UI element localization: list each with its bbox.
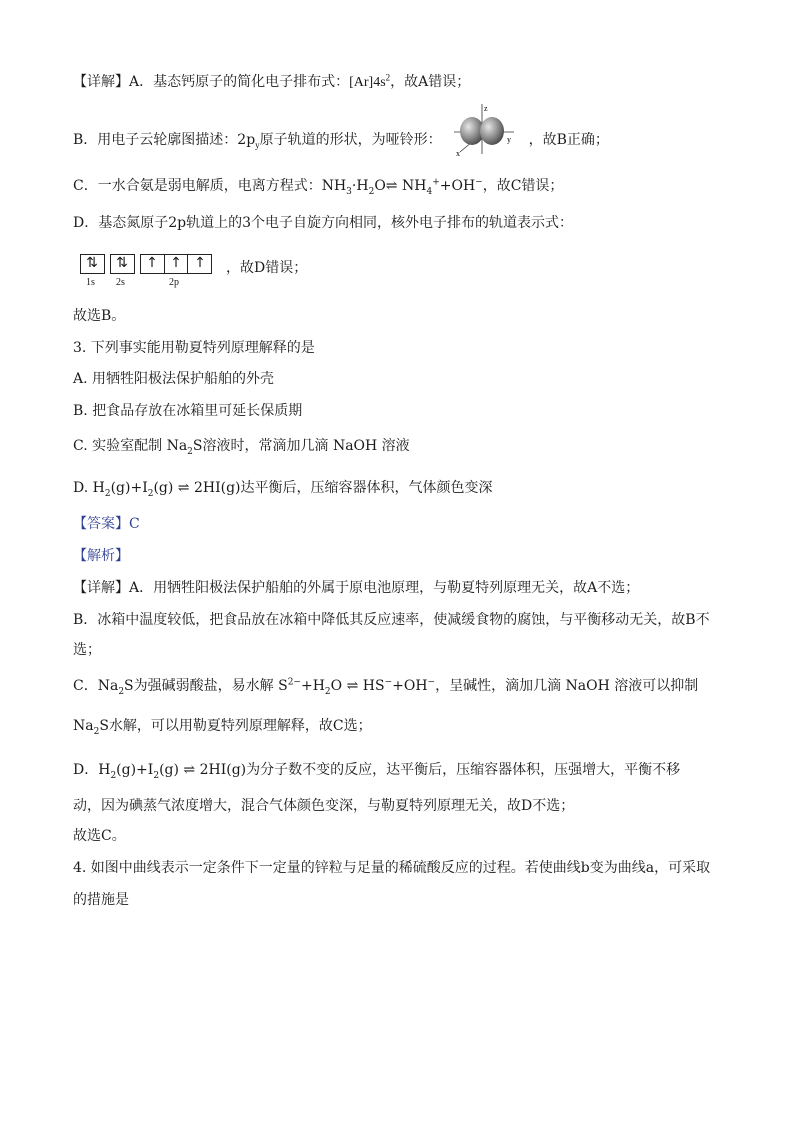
axis-x-label: x	[456, 149, 461, 158]
electron-2p-3: ↑	[194, 255, 206, 271]
explain-b-line: B．用电子云轮廓图描述：$2p_y$原子轨道的形状，为哑铃形： z y x ，故B正确；	[73, 104, 609, 158]
electron-2p-1: ↑	[146, 255, 158, 271]
explain-3a: 【详解】A．用牺牲阳极法保护船舶的外属于原电池原理，与勒夏特列原理无关，故A不选；	[73, 580, 640, 596]
axis-y-label: y	[507, 135, 512, 144]
explain-3b-2: 选；	[73, 642, 101, 658]
orbital-conclusion: ，故D错误；	[226, 260, 308, 276]
electron-2p-2: ↑	[170, 255, 182, 271]
explain-a-line: 【详解】A．基态钙原子的简化电子排布式：$[Ar]4s^2$，故A错误；	[73, 72, 471, 90]
axis-z-label: z	[484, 104, 488, 113]
explain-d-line: D．基态氮原子2p轨道上的3个电子自旋方向相同，核外电子排布的轨道表示式：	[73, 215, 573, 231]
explain-3c-1: C．$Na_2S$为强碱弱酸盐，易水解 $S^{2-}+H_2O$ ⇌ HS−+OH−，呈碱性，滴加几滴 NaOH 溶液可以抑制	[73, 677, 699, 697]
explain-3c-2: $Na_2S$水解，可以用勒夏特列原理解释，故C选；	[73, 718, 372, 737]
question-4-line-1: 4. 如图中曲线表示一定条件下一定量的锌粒与足量的稀硫酸反应的过程。若使曲线b变为曲线a，可采取	[73, 860, 711, 876]
label-2s: 2s	[116, 277, 125, 288]
orbital-diagram	[80, 254, 220, 294]
electron-pair-2s: ⇅	[116, 255, 128, 271]
question-3-stem: 3. 下列事实能用勒夏特列原理解释的是	[73, 340, 315, 356]
option-a: A. 用牺牲阳极法保护船舶的外壳	[73, 371, 275, 387]
explain-3d-1: D．$H_2(g)+I_2(g)$ ⇌ 2HI(g)为分子数不变的反应，达平衡后，压缩容器体积，压强增大，平衡不移	[73, 762, 681, 781]
conclusion-3: 故选C。	[73, 828, 126, 844]
p-orbital-dumbbell-image	[450, 102, 520, 158]
explain-c-line: C．一水合氨是弱电解质，电离方程式：$NH_3\cdot H_2O\rightleftharpoons$ $NH_4^++OH^-$，故C错误；	[73, 177, 564, 197]
analysis-label: 【解析】	[73, 548, 129, 564]
explain-3d-2: 动，因为碘蒸气浓度增大，混合气体颜色变深，与勒夏特列原理无关，故D不选；	[73, 798, 575, 814]
explain-3b-1: B．冰箱中温度较低，把食品放在冰箱中降低其反应速率，使减缓食物的腐蚀，与平衡移动无关，故B不	[73, 612, 710, 628]
conclusion-line: 故选B。	[73, 308, 126, 324]
label-2p: 2p	[169, 277, 179, 288]
option-d: D. $H_2(g)+I_2(g)$ ⇌ 2HI(g)达平衡后，压缩容器体积，气体颜色变深	[73, 480, 493, 499]
question-4-line-2: 的措施是	[73, 892, 129, 908]
label-1s: 1s	[86, 277, 95, 288]
option-c: C. 实验室配制 $Na_2S$溶液时，常滴加几滴 NaOH 溶液	[73, 438, 410, 457]
electron-pair-1s: ⇅	[86, 255, 98, 271]
answer-label: 【答案】C	[73, 516, 140, 532]
option-b: B. 把食品存放在冰箱里可延长保质期	[73, 403, 303, 419]
